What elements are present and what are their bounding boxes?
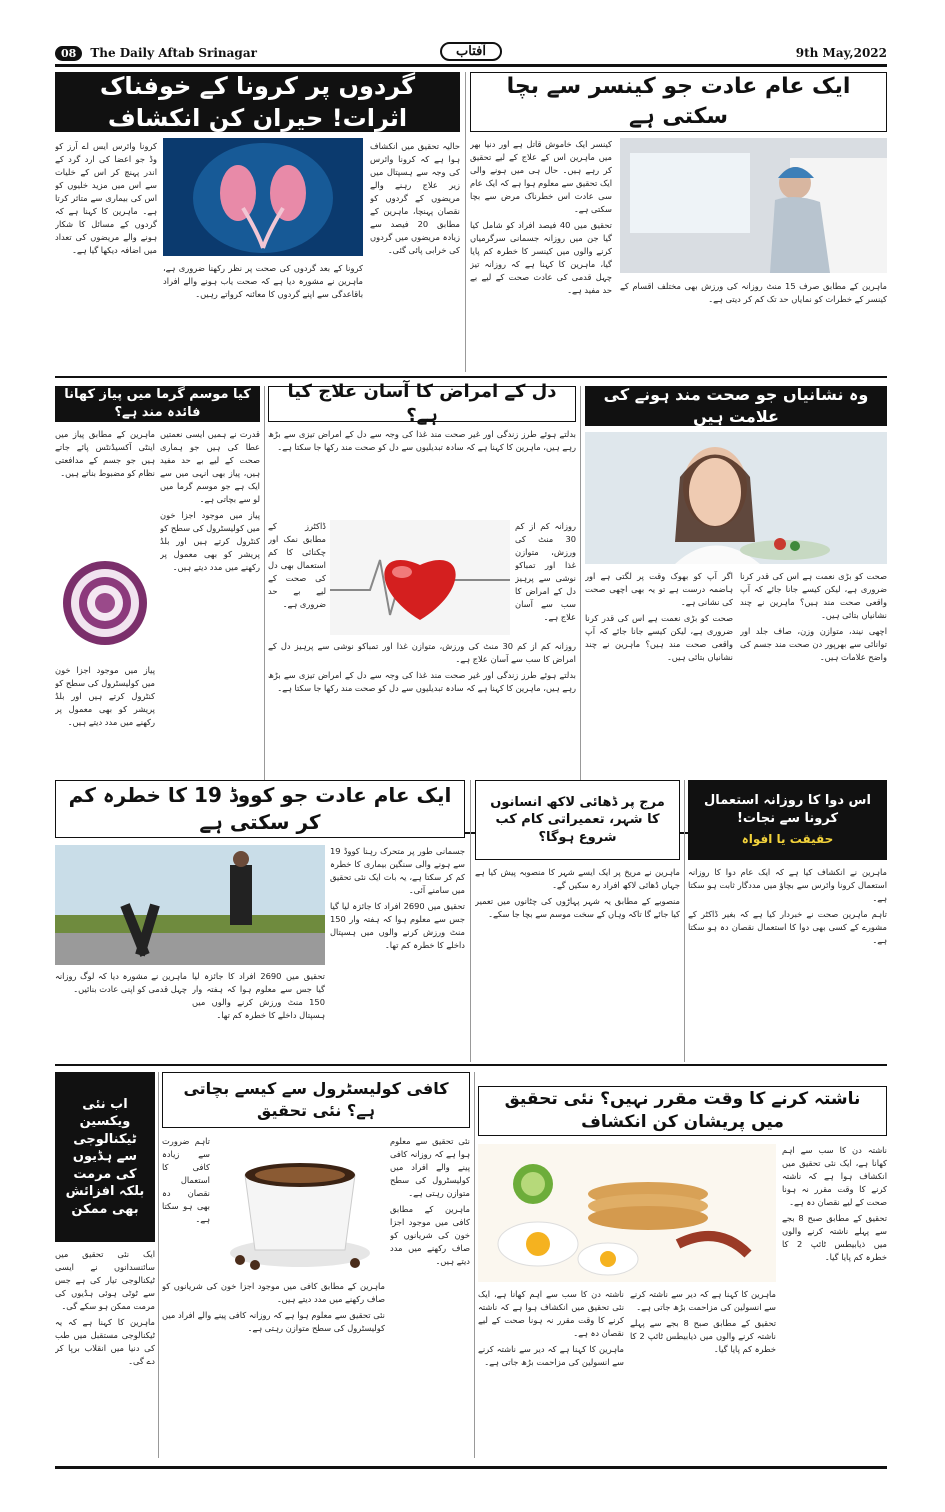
coffee-paragraph: نئی تحقیق سے معلوم ہوا ہے کہ روزانہ کافی پینے والے افراد میں کولیسٹرول کی سطح متوازن رہتی ہے۔ [390,1136,470,1198]
covid-habit-image [55,845,325,965]
healthy-signs-headline: وہ نشانیاں جو صحت مند ہونے کی علامت ہیں [585,386,887,426]
onion-paragraph: قدرت نے ہمیں ایسی نعمتیں عطا کی ہیں جو ہماری صحت کے لیے بے حد مفید ہیں، پیاز بھی انہی میں سے ایک ہے جو موسم گرما میں لو سے بچاتی ہے۔ [160,429,260,504]
covid-habit-column-1 [330,845,465,1055]
coffee-image [215,1135,385,1275]
covid-habit-paragraph: جسمانی طور پر متحرک رہنا کووڈ 19 سے ہونے والی سنگین بیماری کا خطرہ کم کر سکتا ہے، یہ بات ایک نئی تحقیق میں سامنے آئی۔ [330,846,465,895]
healthy-signs-paragraph: صحت کو بڑی نعمت ہے اس کی قدر کرنا ضروری ہے، لیکن کیسے جانا جائے کہ آپ واقعی صحت مند ہیں؟ ماہرین نے چند نشانیاں بتائی ہیں۔ [740,571,887,620]
coffee-paragraph: ماہرین کے مطابق کافی میں موجود اجزا خون کی شریانوں کو صاف رکھنے میں مدد دیتے ہیں۔ [390,1204,470,1266]
breakfast-paragraph: ماہرین کا کہنا ہے کہ دیر سے ناشتہ کرنے سے انسولین کی مزاحمت بڑھ جاتی ہے۔ [478,1344,624,1367]
coffee-column-3 [162,1280,385,1458]
masthead [55,44,887,62]
breakfast-headline: ناشتہ کرنے کا وقت مقرر نہیں؟ نئی تحقیق میں پریشان کن انکشاف [478,1086,887,1136]
breakfast-paragraph: ناشتہ دن کا سب سے اہم کھانا ہے، ایک نئی تحقیق میں انکشاف ہوا ہے کہ ناشتہ کرنے کا وقت مقرر نہ ہونا صحت کے لیے نقصان دہ ہے۔ [782,1145,887,1207]
onion-paragraph: پیاز میں موجود اجزا خون میں کولیسٹرول کی سطح کو کنٹرول کرتے ہیں اور بلڈ پریشر کو بھی معمول پر رکھنے میں مدد دیتے ہیں۔ [160,510,260,572]
coffee-paragraph: نئی تحقیق سے معلوم ہوا ہے کہ روزانہ کافی پینے والے افراد میں کولیسٹرول کی سطح متوازن رہتی ہے۔ [162,1310,385,1333]
cancer-habit-paragraph: ماہرین کے مطابق صرف 15 منٹ روزانہ کی ورزش بھی مختلف اقسام کے کینسر کے خطرات کو نمایاں حد تک کم کر دیتی ہے۔ [620,281,887,304]
covid-habit-column-3 [55,970,187,1060]
column-divider [580,386,581,828]
mars-city-column [475,866,680,1060]
column-divider [465,72,466,372]
cancer-habit-column-2 [620,280,887,370]
heart-paragraph: بدلتے ہوئے طرز زندگی اور غیر صحت مند غذا کی وجہ سے دل کے امراض تیزی سے بڑھ رہے ہیں، ماہرین کا کہنا ہے کہ سادہ تبدیلیوں سے دل کو صحت مند رکھا جا سکتا ہے۔ [268,670,576,693]
kidney-column-3 [55,140,157,372]
breakfast-paragraph: تحقیق کے مطابق صبح 8 بجے سے پہلے ناشتہ کرنے والوں میں ذیابیطس ٹائپ 2 کا خطرہ کم پایا گیا۔ [630,1318,776,1354]
column-divider [474,1072,475,1458]
corona-drug-paragraph: ماہرین نے انکشاف کیا ہے کہ ایک عام دوا کا روزانہ استعمال کرونا وائرس سے بچاؤ میں مددگار ثابت ہو سکتا ہے۔ [688,867,887,903]
section-rule [55,376,887,378]
cancer-habit-image [620,138,887,273]
covid-habit-paragraph: ماہرین نے مشورہ دیا کہ لوگ روزانہ چہل قدمی کو اپنی عادت بنائیں۔ [55,971,187,994]
heart-column-2 [515,520,576,635]
kidney-image [163,138,363,256]
column-divider [684,780,685,1062]
cancer-habit-headline: ایک عام عادت جو کینسر سے بچا سکتی ہے [470,72,887,132]
breakfast-paragraph: تحقیق کے مطابق صبح 8 بجے سے پہلے ناشتہ کرنے والوں میں ذیابیطس ٹائپ 2 کا خطرہ کم پایا گیا۔ [782,1213,887,1262]
kidney-paragraph: کرونا وائرس ایس اے آرز کو وڈ جو اعضا کی ارد گرد کے اندر پہنچ کر اس کے خلیات سے اس میں مزید خلیوں کو اس کی بیماری سے متاثر کرتا ہے۔ ماہرین کا کہنا ہے کہ گردوں کے مسائل کا شکار ہونے والے مریضوں کی تعداد میں اضافہ دیکھا گیا ہے۔ [55,141,157,255]
cancer-habit-column-1 [470,138,612,370]
healthy-signs-paragraph: اگر آپ کو بھوک وقت پر لگتی ہے اور ہاضمہ درست ہے تو یہ بھی اچھی صحت کی نشانی ہے۔ [585,571,733,607]
onion-headline: کیا موسم گرما میں پیاز کھانا فائدہ مند ہے؟ [55,386,260,422]
masthead-logo: آفتاب [440,42,502,61]
cancer-habit-paragraph: کینسر ایک خاموش قاتل ہے اور دنیا بھر میں ماہرین اس کے علاج کے لیے تحقیق کر رہے ہیں۔ حال ہی میں ہونے والی ایک تحقیق سے معلوم ہوا ہے کہ ایک عام سی عادت اس خطرناک مرض سے بچا سکتی ہے۔ [470,139,612,214]
section-rule [55,1064,887,1066]
bottom-rule [55,1466,887,1469]
cancer-habit-paragraph: تحقیق میں 40 فیصد افراد کو شامل کیا گیا جن میں روزانہ جسمانی سرگرمیاں کرنے والوں میں کینسر کا خطرہ کم پایا گیا، ماہرین کا کہنا ہے کہ روزانہ تیز چہل قدمی کی عادت صحت کے لیے بے حد مفید ہے۔ [470,220,612,295]
breakfast-column-2 [630,1288,776,1458]
heart-paragraph: روزانہ کم از کم 30 منٹ کی ورزش، متوازن غذا اور تمباکو نوشی سے پرہیز دل کے امراض کا سب سے آسان علاج ہے۔ [515,521,576,622]
coffee-headline: کافی کولیسٹرول سے کیسے بچاتی ہے؟ نئی تحقیق [162,1072,470,1128]
heart-headline: دل کے امراض کا آسان علاج کیا ہے؟ [268,386,576,422]
vaccine-tech-column [55,1248,155,1458]
masthead-left [55,46,257,61]
heart-image [330,520,510,635]
onion-image [55,548,155,658]
vaccine-tech-paragraph: ایک نئی تحقیق میں سائنسدانوں نے ایسی ٹیکنالوجی تیار کی ہے جس سے ٹوٹی ہوئی ہڈیوں کی مرمت ممکن ہو سکے گی۔ [55,1249,155,1311]
breakfast-paragraph: ماہرین کا کہنا ہے کہ دیر سے ناشتہ کرنے سے انسولین کی مزاحمت بڑھ جاتی ہے۔ [630,1289,776,1312]
onion-paragraph: ماہرین کے مطابق پیاز میں اینٹی آکسیڈنٹس پائے جاتے ہیں جو جسم کے مدافعتی نظام کو مضبوط بناتے ہیں۔ [55,429,155,478]
corona-drug-headline: اس دوا کا روزانہ استعمال کرونا سے نجات! [704,793,871,826]
heart-paragraph: روزانہ کم از کم 30 منٹ کی ورزش، متوازن غذا اور تمباکو نوشی سے پرہیز دل کے امراض کا سب سے آسان علاج ہے۔ [268,641,576,664]
breakfast-column-1 [782,1144,887,1458]
kidney-column-2 [163,262,363,372]
onion-column-2 [55,428,155,543]
corona-drug-subheadline: حقیقت یا افواہ [741,832,834,847]
corona-drug-banner [688,780,887,860]
onion-paragraph: پیاز میں موجود اجزا خون میں کولیسٹرول کی سطح کو کنٹرول کرتے ہیں اور بلڈ پریشر کو بھی معمول پر رکھنے میں مدد دیتے ہیں۔ [55,665,155,727]
corona-drug-column [688,866,887,1060]
coffee-column-2 [162,1135,210,1275]
page-number: 08 [55,46,82,61]
vaccine-tech-paragraph: ماہرین کا کہنا ہے کہ یہ ٹیکنالوجی مستقبل میں طب کی دنیا میں انقلاب برپا کر دے گی۔ [55,1317,155,1366]
heart-paragraph: ڈاکٹرز کے مطابق نمک اور چکنائی کا کم استعمال بھی دل کی صحت کے لیے بے حد ضروری ہے۔ [268,521,326,609]
onion-column-1 [160,428,260,828]
covid-habit-headline: ایک عام عادت جو کووڈ 19 کا خطرہ کم کر سکتی ہے [55,780,465,838]
column-divider [264,386,265,828]
healthy-signs-paragraph: اچھی نیند، متوازن وزن، صاف جلد اور توانائی سے بھرپور دن صحت مند جسم کی واضح علامات ہیں۔ [740,626,887,662]
coffee-column-1 [390,1135,470,1458]
mars-city-paragraph: منصوبے کے مطابق یہ شہر پہاڑوں کی چٹانوں میں تعمیر کیا جائے گا تاکہ وہاں کے سخت موسم سے بچا جا سکے۔ [475,896,680,919]
kidney-column-1 [370,140,460,372]
top-rule [55,64,887,67]
kidney-headline: گردوں پر کرونا کے خوفناک اثرات! حیران کن انکشاف [55,72,460,132]
column-divider [470,780,471,1062]
covid-habit-paragraph: تحقیق میں 2690 افراد کا جائزہ لیا گیا جس سے معلوم ہوا کہ ہفتہ وار 150 منٹ ورزش کرنے والوں میں ہسپتال داخلے کا خطرہ کم تھا۔ [192,971,325,1020]
breakfast-column-3 [478,1288,624,1458]
coffee-paragraph: تاہم ضرورت سے زیادہ کافی کا استعمال نقصان دہ بھی ہو سکتا ہے۔ [162,1136,210,1224]
covid-habit-column-2 [192,970,325,1060]
heart-column-3 [268,520,326,635]
mars-city-headline: مرج پر ڈھائی لاکھ انسانوں کا شہر، تعمیراتی کام کب شروع ہوگا؟ [475,780,680,860]
kidney-paragraph: حالیہ تحقیق میں انکشاف ہوا ہے کہ کرونا وائرس کی وجہ سے ہسپتال میں زیر علاج رہنے والے مریضوں کے گردوں کو نقصان پہنچا، ماہرین کے مطابق 20 فیصد سے زیادہ مریضوں میں گردوں کی خرابی پائی گئی۔ [370,141,460,255]
heart-paragraph: بدلتے ہوئے طرز زندگی اور غیر صحت مند غذا کی وجہ سے دل کے امراض تیزی سے بڑھ رہے ہیں، ماہرین کا کہنا ہے کہ سادہ تبدیلیوں سے دل کو صحت مند رکھا جا سکتا ہے۔ [268,429,576,452]
coffee-paragraph: ماہرین کے مطابق کافی میں موجود اجزا خون کی شریانوں کو صاف رکھنے میں مدد دیتے ہیں۔ [162,1281,385,1304]
kidney-paragraph: کرونا کے بعد گردوں کی صحت پر نظر رکھنا ضروری ہے، ماہرین نے مشورہ دیا ہے کہ صحت یاب ہونے والے افراد باقاعدگی سے اپنے گردوں کا معائنہ کرواتے رہیں۔ [163,263,363,299]
healthy-signs-paragraph: صحت کو بڑی نعمت ہے اس کی قدر کرنا ضروری ہے، لیکن کیسے جانا جائے کہ آپ واقعی صحت مند ہیں؟ ماہرین نے چند نشانیاں بتائی ہیں۔ [585,613,733,662]
healthy-signs-image [585,432,887,564]
corona-drug-paragraph: تاہم ماہرین صحت نے خبردار کیا ہے کہ بغیر ڈاکٹر کے مشورے کے کسی بھی دوا کا استعمال نقصان دہ ہو سکتا ہے۔ [688,909,887,945]
vaccine-tech-headline: اب نئی ویکسین ٹیکنالوجی سے ہڈیوں کی مرمت بلکہ افزائش بھی ممکن [55,1072,155,1242]
breakfast-paragraph: ناشتہ دن کا سب سے اہم کھانا ہے، ایک نئی تحقیق میں انکشاف ہوا ہے کہ ناشتہ کرنے کا وقت مقرر نہ ہونا صحت کے لیے نقصان دہ ہے۔ [478,1289,624,1338]
heart-column-1 [268,428,576,516]
paper-name: The Daily Aftab Srinagar [90,46,257,60]
column-divider [158,1072,159,1458]
mars-city-paragraph: ماہرین نے مریخ پر ایک ایسے شہر کا منصوبہ پیش کیا ہے جہاں ڈھائی لاکھ افراد رہ سکیں گے۔ [475,867,680,890]
issue-date: 9th May,2022 [795,46,887,60]
breakfast-image [478,1144,776,1282]
covid-habit-paragraph: تحقیق میں 2690 افراد کا جائزہ لیا گیا جس سے معلوم ہوا کہ ہفتہ وار 150 منٹ ورزش کرنے والوں میں ہسپتال داخلے کا خطرہ کم تھا۔ [330,901,465,950]
